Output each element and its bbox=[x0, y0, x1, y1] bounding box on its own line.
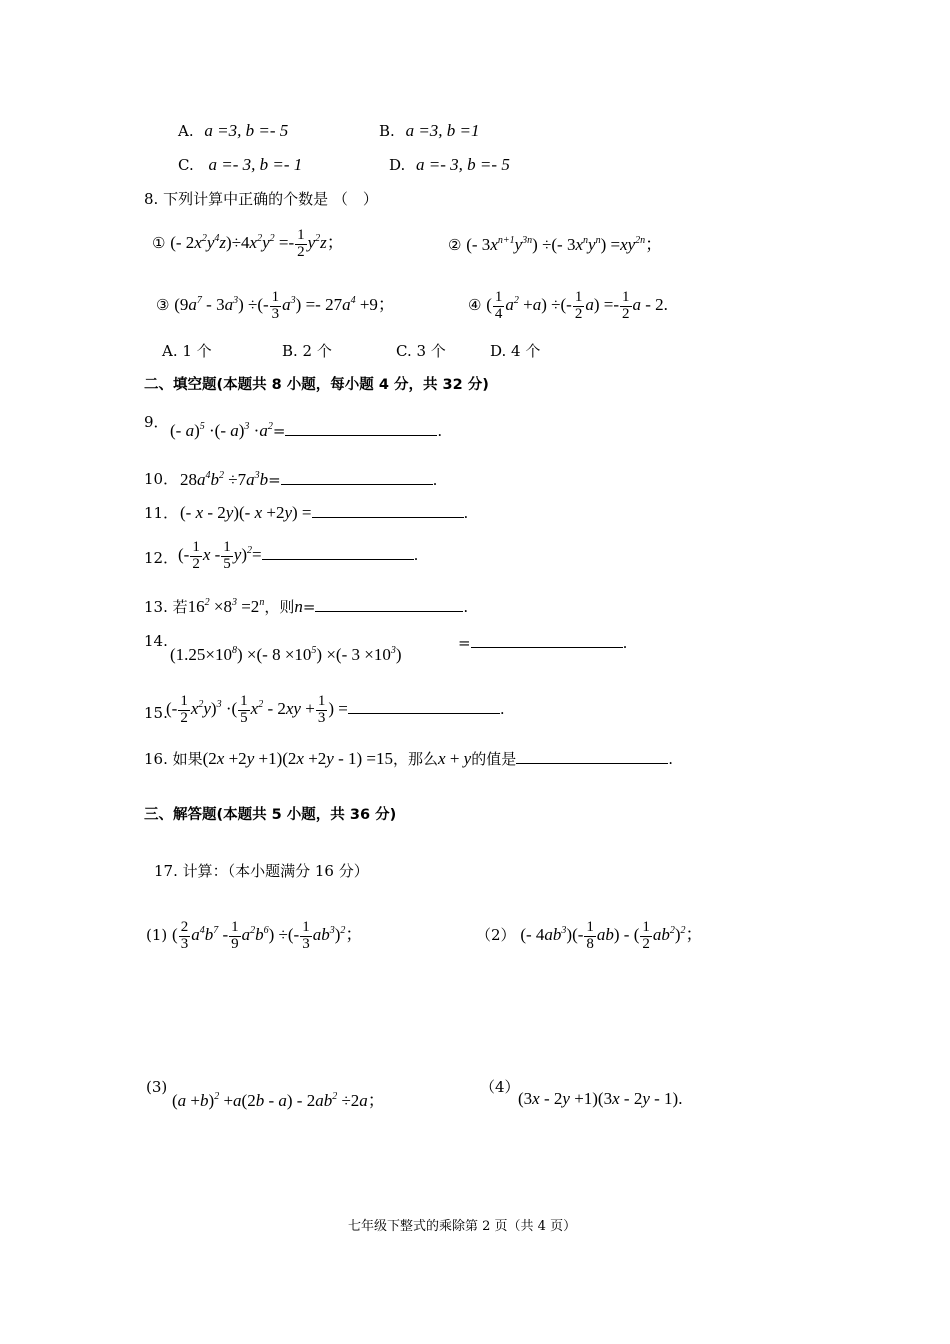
q16-answer-blank[interactable] bbox=[516, 762, 668, 764]
q17-part3-expr: $(a +b)^2 +a(2b - a) - 2ab^2 \div 2a$； bbox=[172, 1091, 385, 1110]
q7-option-d-expr: a =- 3, b =- 5 bbox=[416, 155, 510, 174]
q11-answer-blank[interactable] bbox=[312, 516, 464, 518]
q13: 13. 若$16^2 \times 8^3 =2^n$，则n= . bbox=[144, 597, 469, 616]
q7-option-a: A. a =3, b =- 5 bbox=[178, 121, 289, 140]
q10-answer-blank[interactable] bbox=[281, 483, 433, 485]
q8-item-1-expr: (- $2x^2y^4z)\div 4x^2y^2$ =- $\frac{1}{2}$ $y^2z$； bbox=[170, 227, 344, 260]
q7-option-a-expr: a =3, b =- 5 bbox=[204, 121, 289, 140]
q7-option-c-expr: a =- 3, b =- 1 bbox=[208, 155, 303, 174]
q14-answer-blank[interactable] bbox=[471, 646, 623, 648]
q16: 16. 如果(2x +2y +1)(2x +2y - 1) =15，那么x + y的值是 . bbox=[144, 749, 674, 768]
q12-expr: (- $\frac{1}{2}$ x - $\frac{1}{5}$ y)$^2$= . bbox=[178, 539, 419, 572]
q7-option-d: D. a =- 3, b =- 5 bbox=[389, 155, 510, 174]
q14-answer: = . bbox=[458, 634, 628, 652]
q17-part4-expr: (3x - 2y +1)(3x - 2y - 1). bbox=[518, 1089, 683, 1108]
q8-item-3-expr: $(9a^7 - 3a^3)$ ÷(- $\frac{1}{3}$ $a^3) =- 27a^4 +9$； bbox=[174, 289, 395, 322]
q8-option-d: D. 4 个 bbox=[490, 342, 541, 360]
section2-title: 二、填空题(本题共 8 小题，每小题 4 分，共 32 分) bbox=[144, 377, 489, 393]
q10-label: 10． bbox=[144, 470, 179, 488]
q8-option-c: C. 3 个 bbox=[396, 342, 446, 360]
q15-answer-blank[interactable] bbox=[348, 712, 500, 714]
q7-option-c: C. a =- 3, b =- 1 bbox=[178, 155, 303, 174]
q8-item-4: ④ ( $\frac{1}{4}$ $a^2 +a$) ÷(- $\frac{1}{2}$ a) =- $\frac{1}{2}$ a - 2. bbox=[468, 289, 668, 322]
q9-expr: (- a)$^5$ ·(- $a)^3 \cdot a^2=$ . bbox=[170, 421, 443, 440]
q7-option-b: B. a =3, b =1 bbox=[379, 121, 480, 140]
q8-stem: 8. 下列计算中正确的个数是 （ ） bbox=[144, 190, 378, 208]
q17-part2: （2） (- $4ab^3)(-$ $\frac{1}{8}$ ab) - ( $\frac{1}{2}$ $ab^2)^2$； bbox=[476, 919, 703, 952]
q7-option-b-expr: a =3, b =1 bbox=[405, 121, 480, 140]
q9-label: 9． bbox=[144, 413, 169, 431]
q17-part3-label: (3) bbox=[146, 1078, 168, 1096]
q11-label: 11． bbox=[144, 504, 179, 522]
page-footer: 七年级下整式的乘除第 2 页（共 4 页） bbox=[348, 1219, 577, 1234]
q14-label: 14. bbox=[144, 632, 168, 650]
q10-expr: $28a^4b^2 \div 7a^3b=$ . bbox=[180, 470, 438, 489]
q16-label: 16. 如果 bbox=[144, 750, 203, 768]
q8-item-3: ③ $(9a^7 - 3a^3)$ ÷(- $\frac{1}{3}$ $a^3) =- 27a^4 +9$； bbox=[156, 289, 395, 322]
q8-option-a: A. 1 个 bbox=[162, 342, 212, 360]
q8-item-2: ② (- $3x^{n+1}y^{3n}$) ÷(- $3x^ny^n) =xy^{2n}$； bbox=[448, 235, 663, 254]
q15-expr: (- $\frac{1}{2}$ $x^2y)^3$ ·( $\frac{1}{5}$ $x^2 - 2xy$ + $\frac{1}{3}$ ) = . bbox=[166, 693, 505, 726]
q8-item-4-expr: ( $\frac{1}{4}$ $a^2 +a$) ÷(- $\frac{1}{2}$ a) =- $\frac{1}{2}$ a - 2. bbox=[486, 289, 668, 322]
q13-answer-blank[interactable] bbox=[315, 610, 463, 612]
q17-part1-expr: ( $\frac{2}{3}$ $a^4b^7$ - $\frac{1}{9}$ $a^2b^6$) ÷(- $\frac{1}{3}$ $ab^3)^2$； bbox=[172, 919, 363, 952]
section3-title: 三、解答题(本题共 5 小题，共 36 分) bbox=[144, 807, 397, 823]
q17-part1: (1) ( $\frac{2}{3}$ $a^4b^7$ - $\frac{1}{9}$ $a^2b^6$) ÷(- $\frac{1}{3}$ $ab^3)^2$； bbox=[146, 919, 363, 952]
q17-part2-expr: (- $4ab^3)(-$ $\frac{1}{8}$ ab) - ( $\frac{1}{2}$ $ab^2)^2$； bbox=[520, 919, 703, 952]
q13-label: 13. 若 bbox=[144, 598, 188, 616]
q11-expr: (- x - 2y)(- x +2y) = . bbox=[180, 503, 469, 522]
q12-answer-blank[interactable] bbox=[262, 558, 414, 560]
q12-label: 12． bbox=[144, 549, 179, 567]
q14-expr: $(1.25\times 10^8)$ ×(- $8 \times 10^5$) ×(- $3 \times 10^3$) bbox=[170, 645, 402, 664]
q17-stem: 17. 计算：（本小题满分 16 分） bbox=[154, 862, 369, 880]
q8-item-1: ① (- $2x^2y^4z)\div 4x^2y^2$ =- $\frac{1}{2}$ $y^2z$； bbox=[152, 227, 344, 260]
q8-option-b: B. 2 个 bbox=[282, 342, 332, 360]
q17-part4-label: （4） bbox=[480, 1078, 520, 1096]
q9-answer-blank[interactable] bbox=[285, 434, 437, 436]
q8-item-2-expr: (- $3x^{n+1}y^{3n}$) ÷(- $3x^ny^n) =xy^{2n}$； bbox=[466, 235, 663, 254]
q15-label: 15. bbox=[144, 704, 168, 722]
